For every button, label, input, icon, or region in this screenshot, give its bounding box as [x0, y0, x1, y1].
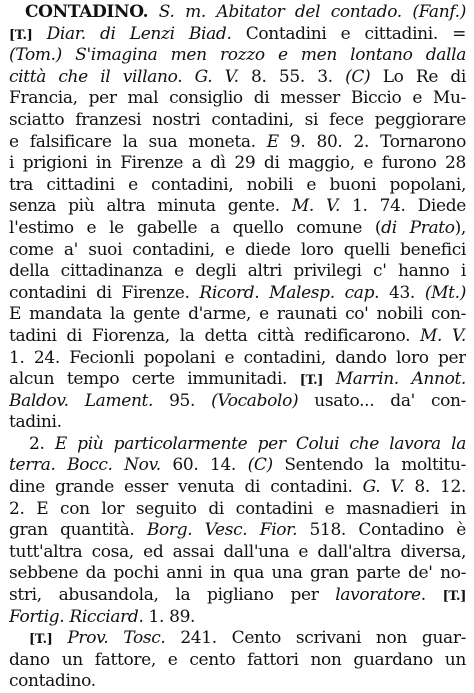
text-run: [323, 369, 336, 389]
text-run: E: [266, 131, 279, 152]
text-run: [T.]: [29, 632, 53, 648]
text-run: [T.]: [299, 373, 324, 389]
text-run: Francia, per mal consiglio di messer Biccio e Mu-: [9, 88, 466, 109]
text-run: contadino.: [9, 671, 96, 692]
text-run: 8. 55. 3.: [238, 66, 346, 87]
text-run: E più particolarmente per Colui che lavora la: [54, 433, 466, 454]
entry-line: [9, 369, 466, 391]
entry-line: [9, 412, 466, 434]
text-run: Ricord. Malesp. cap.: [199, 282, 380, 303]
text-run: ),: [454, 217, 466, 238]
entry-line: [9, 175, 466, 197]
text-run: come a' suoi contadini, e diede loro quelli benefici: [9, 239, 466, 260]
text-run: 1. 89.: [143, 606, 196, 627]
text-run: M. V.: [291, 196, 341, 217]
text-run: e falsificare la sua moneta.: [9, 131, 267, 152]
text-run: contadini di Firenze.: [9, 282, 200, 303]
entry-line: [9, 261, 466, 283]
entry-line: [9, 24, 466, 46]
entry-line: [9, 520, 466, 542]
text-run: i prigioni in Firenze a dì 29 di maggio, e furono 28: [9, 153, 466, 174]
entry-line: [9, 110, 466, 132]
entry-line: [9, 45, 466, 67]
entry-line: [9, 499, 466, 521]
text-run: 2.: [29, 433, 55, 454]
entry-line: [9, 434, 466, 456]
text-run: terra. Bocc. Nov.: [9, 455, 161, 476]
text-run: 60. 14.: [160, 455, 248, 476]
text-run: Prov. Tosc.: [67, 628, 166, 649]
entry-line: [9, 153, 466, 175]
entry-line: [9, 67, 466, 89]
text-run: usato... da' con-: [298, 390, 466, 411]
text-run: dano un fattore, e cento fattori non guardano un: [9, 649, 466, 670]
entry-line: [9, 650, 466, 672]
text-run: l'estimo e le gabelle a quello comune (: [9, 217, 382, 238]
text-run: [T.]: [9, 27, 33, 43]
text-run: 1. 24. Fecionli popolani e contadini, dando loro per: [9, 347, 466, 368]
entry-line: [9, 563, 466, 585]
text-run: 95.: [153, 390, 212, 411]
text-run: 1. 74. Diede: [340, 196, 466, 217]
text-run: M. V.: [420, 325, 466, 346]
entry-line: [9, 455, 466, 477]
text-run: città che il villano. G. V.: [9, 66, 239, 87]
text-run: Lo Re di: [370, 66, 466, 87]
text-run: tutt'altra cosa, ed assai dall'una e dall'altra diversa,: [9, 541, 466, 562]
text-run: (Vocabolo): [211, 390, 299, 411]
text-run: sebbene da pochi anni in qua una gran parte de' no-: [9, 563, 466, 584]
text-run: tadini di Fiorenza, la detta città redificarono.: [9, 325, 420, 346]
text-run: [32, 24, 46, 44]
entry-line: [9, 218, 466, 240]
text-run: .: [420, 585, 443, 606]
entry-line: [9, 240, 466, 262]
text-run: lavoratore: [335, 585, 421, 606]
text-run: della cittadinanza e degli altri privilegi c' hanno i: [9, 261, 466, 282]
text-run: di Prato: [381, 217, 455, 238]
text-run: 43.: [379, 282, 425, 303]
text-run: Marrin. Annot.: [335, 369, 466, 390]
text-run: Fortig. Ricciard.: [9, 606, 144, 627]
text-run: (Tom.) S'imagina men rozzo e men lontano dalla: [9, 45, 466, 66]
entry-line: [9, 542, 466, 564]
text-run: dine grande esser venuta di contadini.: [9, 477, 363, 498]
text-run: 9. 80. 2. Tornarono: [278, 131, 466, 152]
text-run: tra cittadini e contadini, nobili e buoni popolani,: [9, 174, 466, 195]
text-run: [T.]: [442, 589, 466, 605]
text-run: Diar. di Lenzi Biad.: [46, 23, 232, 44]
text-run: 241. Cento scrivani non guar-: [165, 628, 466, 649]
text-run: gran quantità.: [9, 520, 147, 541]
entry-line: [9, 132, 466, 154]
text-run: Baldov. Lament.: [9, 390, 154, 411]
text-run: tadini.: [9, 412, 62, 433]
text-run: Sentendo la moltitu-: [272, 455, 466, 476]
text-run: (C): [345, 66, 371, 87]
text-run: sciatto franzesi nostri contadini, si fece peggiorare: [9, 109, 466, 130]
entry-line: [9, 671, 466, 693]
entry-line: [9, 348, 466, 370]
entry-line: [9, 628, 466, 650]
entry-line: [9, 304, 466, 326]
text-run: senza più altra minuta gente.: [9, 196, 292, 217]
entry-line: [9, 391, 466, 413]
text-run: G. V.: [362, 477, 405, 498]
entry-line: [9, 88, 466, 110]
text-run: 8. 12.: [404, 477, 466, 498]
text-run: stri, abusandola, la pigliano per: [9, 585, 336, 606]
text-run: 518. Contadino è: [297, 520, 466, 541]
text-run: E mandata la gente d'arme, e raunati co' nobili con-: [9, 304, 466, 325]
entry-line: [9, 477, 466, 499]
text-run: [52, 628, 67, 648]
headword: CONTADINO.: [25, 2, 149, 22]
text-run: [148, 2, 159, 22]
entry-line: [9, 2, 466, 24]
entry-line: [9, 283, 466, 305]
entry-line: [9, 326, 466, 348]
text-run: (Mt.): [424, 282, 466, 303]
text-run: 2. E con lor seguito di contadini e masnadieri in: [9, 498, 466, 519]
text-run: Contadini e cittadini. =: [231, 23, 466, 44]
entry-line: [9, 585, 466, 607]
entry-line: [9, 607, 466, 629]
text-run: S. m. Abitator del contado. (Fanf.): [158, 2, 466, 22]
text-run: (C): [247, 455, 273, 476]
entry-line: [9, 196, 466, 218]
text-run: Borg. Vesc. Fior.: [146, 520, 298, 541]
text-run: alcun tempo certe immunitadi.: [9, 369, 300, 390]
